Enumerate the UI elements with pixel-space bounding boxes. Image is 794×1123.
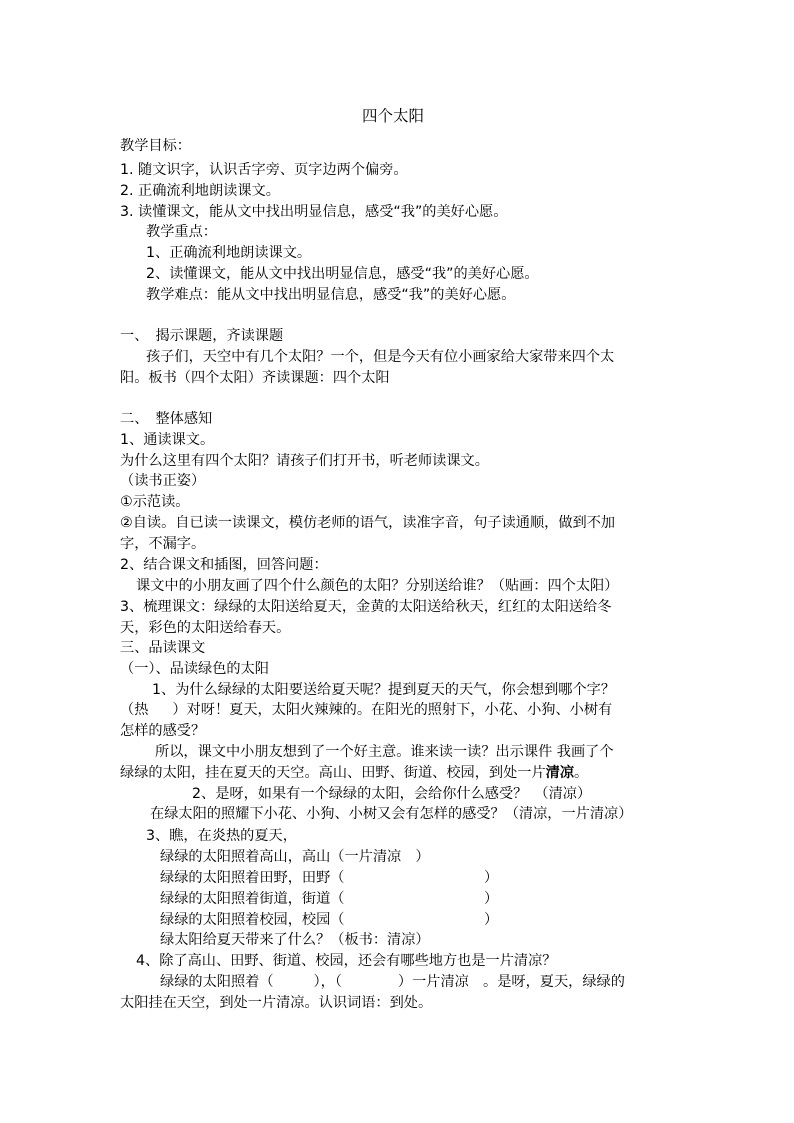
fill-in-text: ），（ xyxy=(313,974,342,990)
paragraph-line: 所以，课文中小朋友想到了一个好主意。谁来读一读？出示课件 我画了个 xyxy=(155,744,614,760)
question-line: 4、除了高山、田野、街道、校园，还会有哪些地方也是一片清凉？ xyxy=(136,953,557,969)
fill-in-text: 绿绿的太阳照着（ xyxy=(160,974,274,990)
question-text: ）对呀！夏天，太阳火辣辣的。在阳光的照射下，小花、小狗、小树有 xyxy=(172,702,613,718)
subsection-heading: （一）、品读绿色的太阳 xyxy=(120,661,269,677)
fill-in-line xyxy=(160,972,625,992)
paragraph-text: 绿绿的太阳，挂在夏天的天空。高山、田野、街道、校园，到处一片 xyxy=(120,765,546,781)
question-line xyxy=(120,700,612,720)
question-line: 在绿太阳的照耀下小花、小狗、小树又会有怎样的感受？（清凉，一片清凉） xyxy=(150,806,633,822)
paragraph-line: 孩子们，天空中有几个太阳？一个，但是今天有位小画家给大家带来四个太 xyxy=(146,349,615,365)
question-line: 课文中的小朋友画了四个什么颜色的太阳？分别送给谁？（贴画：四个太阳） xyxy=(136,578,619,594)
key-point-item: 2、读懂课文，能从文中找出明显信息，感受“我”的美好心愿。 xyxy=(146,266,539,282)
objective-item: 3. 读懂课文，能从文中找出明显信息，感受“我”的美好心愿。 xyxy=(120,204,508,220)
step-line: 天，彩色的太阳送给春天。 xyxy=(120,620,291,636)
step-line: ①示范读。 xyxy=(120,494,190,510)
close-paren: ） xyxy=(484,870,499,886)
section-heading: 二、 整体感知 xyxy=(120,411,213,427)
difficulty-line: 教学难点：能从文中找出明显信息，感受“我”的美好心愿。 xyxy=(146,287,516,303)
paragraph-text: 。 xyxy=(574,765,589,781)
objective-item: 1. 随文识字，认识舌字旁、页字边两个偏旁。 xyxy=(120,162,408,178)
objectives-heading: 教学目标： xyxy=(120,138,191,154)
key-points-heading: 教学重点： xyxy=(146,224,217,240)
step-line: 字，不漏字。 xyxy=(120,536,206,552)
section-heading: 三、品读课文 xyxy=(120,640,206,656)
answer-text: （热 xyxy=(120,702,149,718)
fill-in-line: 绿绿的太阳照着街道，街道（ xyxy=(160,891,345,907)
question-line: 2、是呀，如果有一个绿绿的太阳，会给你什么感受？ （清凉） xyxy=(192,786,592,802)
step-line: 3、梳理课文：绿绿的太阳送给夏天，金黄的太阳送给秋天，红红的太阳送给冬 xyxy=(120,599,612,615)
fill-in-line: 绿绿的太阳照着高山，高山（一片清凉 ） xyxy=(160,849,430,865)
note-line: （读书正姿） xyxy=(120,473,206,489)
fill-in-line: 绿绿的太阳照着校园，校园（ xyxy=(160,912,345,928)
question-line: 1、为什么绿绿的太阳要送给夏天呢？提到夏天的天气，你会想到哪个字？ xyxy=(152,682,616,698)
step-line: 1、通读课文。 xyxy=(120,432,215,448)
question-line: 3、瞧，在炎热的夏天， xyxy=(146,828,297,844)
paragraph-line xyxy=(120,763,588,783)
close-paren: ） xyxy=(484,912,499,928)
paragraph-line: 阳。板书（四个太阳）齐读课题：四个太阳 xyxy=(120,370,390,386)
question-line: 怎样的感受？ xyxy=(120,723,206,739)
close-paren: ） xyxy=(484,891,499,907)
question-line: 为什么这里有四个太阳？请孩子们打开书，听老师读课文。 xyxy=(120,453,489,469)
section-heading: 一、 揭示课题，齐读课题 xyxy=(120,328,284,344)
step-line: 2、结合课文和插图，回答问题： xyxy=(120,557,328,573)
objective-item: 2. 正确流利地朗读课文。 xyxy=(120,183,280,199)
question-line: 绿太阳给夏天带来了什么？（板书：清凉） xyxy=(160,932,430,948)
fill-in-text: ）一片清凉 。是呀，夏天，绿绿的 xyxy=(397,974,625,990)
page-title: 四个太阳 xyxy=(362,107,425,125)
key-point-item: 1、正确流利地朗读课文。 xyxy=(146,245,312,261)
fill-in-line: 绿绿的太阳照着田野，田野（ xyxy=(160,870,345,886)
bold-keyword: 清凉 xyxy=(545,765,575,781)
step-line: ②自读。自已读一读课文，模仿老师的语气，读准字音，句子读通顺，做到不加 xyxy=(120,515,616,531)
paragraph-line: 太阳挂在天空，到处一片清凉。认识词语：到处。 xyxy=(120,995,433,1011)
